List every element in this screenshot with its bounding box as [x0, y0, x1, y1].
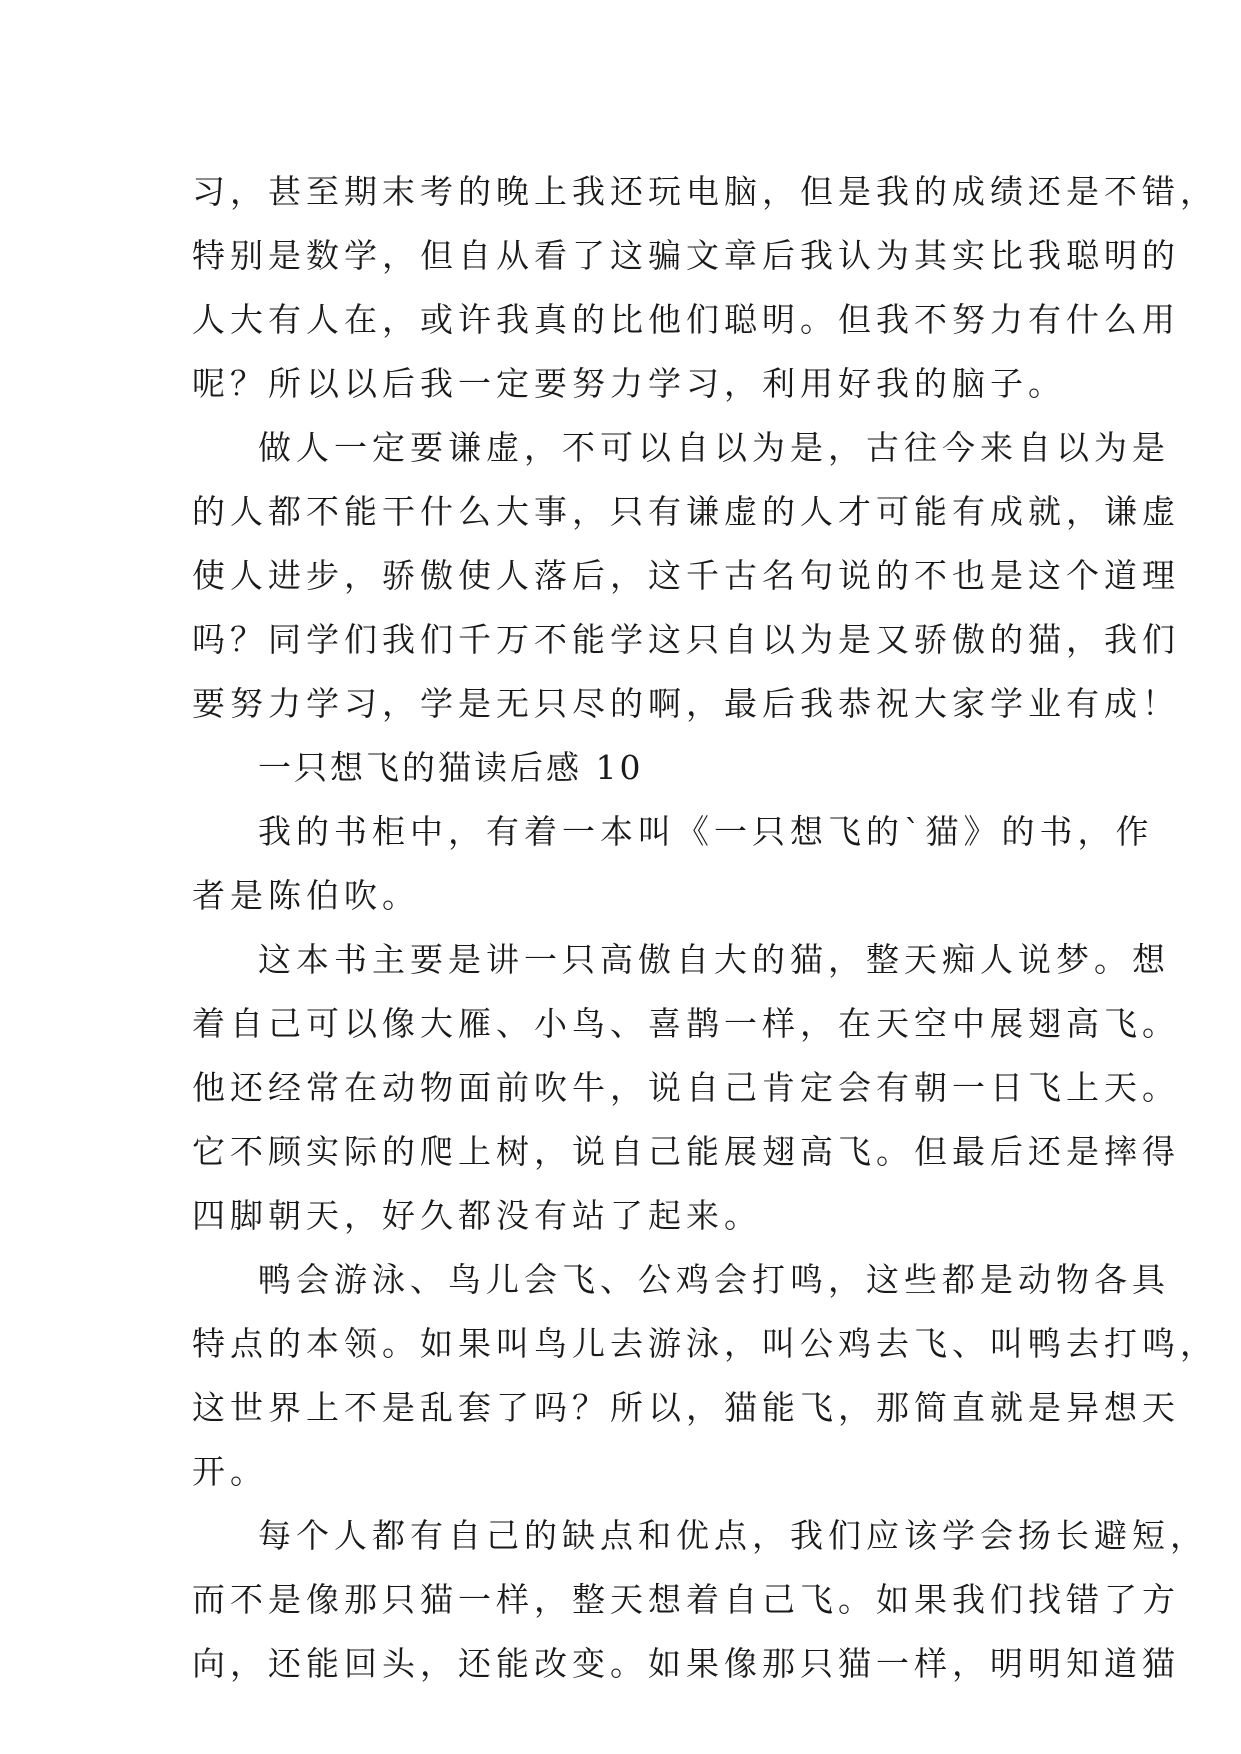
text-line: 向，还能回头，还能改变。如果像那只猫一样，明明知道猫	[192, 1644, 1180, 1683]
text-line: 呢？所以以后我一定要努力学习，利用好我的脑子。	[192, 364, 1066, 403]
text-line: 而不是像那只猫一样，整天想着自己飞。如果我们找错了方	[192, 1580, 1180, 1619]
text-line: 的人都不能干什么大事，只有谦虚的人才可能有成就，谦虚	[192, 492, 1180, 531]
paragraph-start: 鸭会游泳、鸟儿会飞、公鸡会打鸣，这些都是动物各具	[258, 1260, 1170, 1299]
text-line: 者是陈伯吹。	[192, 876, 420, 915]
section-title: 一只想飞的猫读后感 10	[258, 748, 644, 787]
text-line: 四脚朝天，好久都没有站了起来。	[192, 1196, 762, 1235]
text-line: 这世界上不是乱套了吗？所以，猫能飞，那简直就是异想天	[192, 1388, 1180, 1427]
document-body	[192, 160, 1218, 1696]
text-line: 着自己可以像大雁、小鸟、喜鹊一样，在天空中展翅高飞。	[192, 1004, 1180, 1043]
text-line: 特点的本领。如果叫鸟儿去游泳，叫公鸡去飞、叫鸭去打鸣，	[192, 1324, 1218, 1363]
text-line: 人大有人在，或许我真的比他们聪明。但我不努力有什么用	[192, 300, 1180, 339]
text-line: 他还经常在动物面前吹牛，说自己肯定会有朝一日飞上天。	[192, 1068, 1180, 1107]
paragraph-start: 我的书柜中，有着一本叫《一只想飞的`猫》的书，作	[258, 812, 1154, 851]
text-line: 要努力学习，学是无只尽的啊，最后我恭祝大家学业有成！	[192, 684, 1180, 723]
paragraph-start: 这本书主要是讲一只高傲自大的猫，整天痴人说梦。想	[258, 940, 1170, 979]
paragraph-start: 做人一定要谦虚，不可以自以为是，古往今来自以为是	[258, 428, 1170, 467]
text-line: 使人进步，骄傲使人落后，这千古名句说的不也是这个道理	[192, 556, 1180, 595]
text-line: 吗？同学们我们千万不能学这只自以为是又骄傲的猫，我们	[192, 620, 1180, 659]
paragraph-start: 每个人都有自己的缺点和优点，我们应该学会扬长避短，	[258, 1516, 1208, 1555]
text-line: 开。	[192, 1452, 268, 1491]
text-line: 习，甚至期末考的晚上我还玩电脑，但是我的成绩还是不错，	[192, 172, 1218, 211]
text-line: 特别是数学，但自从看了这骗文章后我认为其实比我聪明的	[192, 236, 1180, 275]
text-line: 它不顾实际的爬上树，说自己能展翅高飞。但最后还是摔得	[192, 1132, 1180, 1171]
